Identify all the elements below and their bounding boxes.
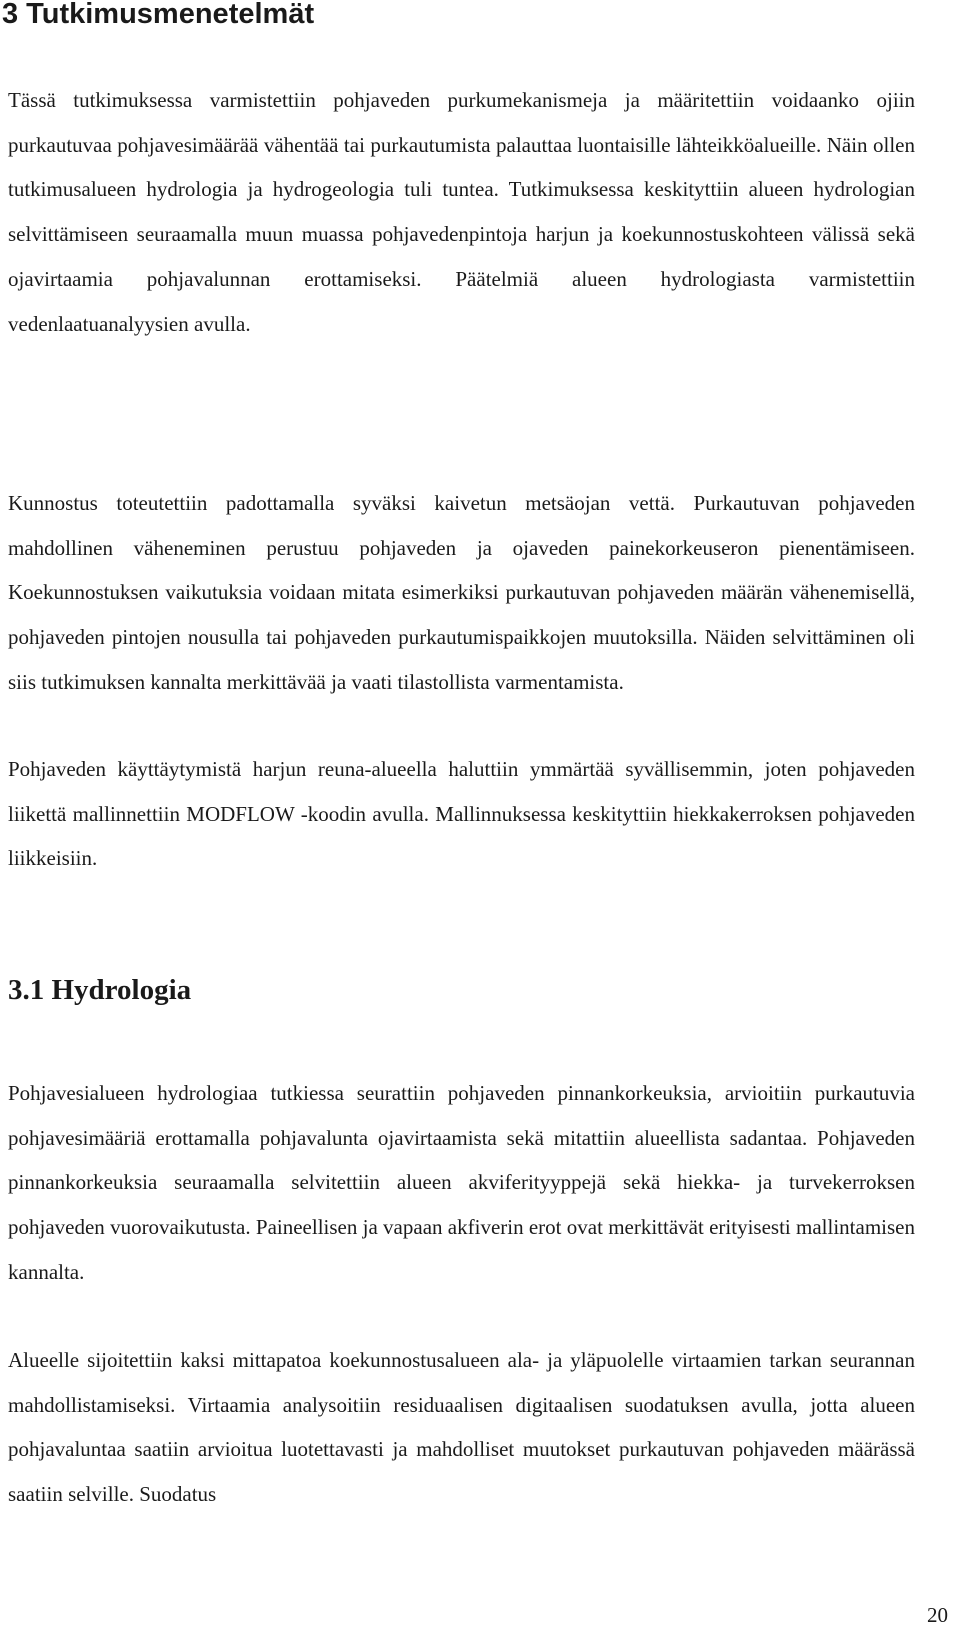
paragraph-restoration: Kunnostus toteutettiin padottamalla syväksi kaivetun metsäojan vettä. Purkautuvan pohjaveden mahdollinen väheneminen perustuu pohjaveden ja ojaveden painekorkeuseron pienentämiseen. Koekunnostuksen vaikutuksia voidaan mitata esimerkiksi purkautuvan pohjaveden määrän vähenemisellä, pohjaveden pintojen nousulla tai pohjaveden purkautumispaikkojen muutoksilla. Näiden selvittäminen oli siis tutkimuksen kannalta merkittävää ja vaati tilastollista varmentamista. xyxy=(8,491,915,694)
chapter-heading: 3 Tutkimusmenetelmät xyxy=(2,0,315,30)
paragraph-modelling: Pohjaveden käyttäytymistä harjun reuna-alueella haluttiin ymmärtää syvällisemmin, joten pohjaveden liikettä mallinnettiin MODFLOW -koodin avulla. Mallinnuksessa keskityttiin hiekkakerroksen pohjaveden liikkeisiin. xyxy=(8,757,915,871)
paragraph-measuring-weirs: Alueelle sijoitettiin kaksi mittapatoa koekunnostusalueen ala- ja yläpuolelle virtaamien tarkan seurannan mahdollistamiseksi. Virtaamia analysoitiin residuaalisen digitaalisen suodatuksen avulla, jotta alueen pohjavaluntaa saatiin arvioitua luotettavasti ja mahdolliset muutokset purkautuvan pohjaveden määrässä saatiin selville. Suodatus xyxy=(8,1348,915,1507)
page-number: 20 xyxy=(927,1603,948,1627)
paragraph-research-aims: Tässä tutkimuksessa varmistettiin pohjaveden purkumekanismeja ja määritettiin voidaanko ojiin purkautuvaa pohjavesimäärää vähentää tai purkautumista palauttaa luontaisille lähteikköalueille. Näin ollen tutkimusalueen hydrologia ja hydrogeologia tuli tuntea. Tutkimuksessa keskityttiin alueen hydrologian selvittämiseen seuraamalla muun muassa pohjavedenpintoja harjun ja koekunnostuskohteen välissä sekä ojavirtaamia pohjavalunnan erottamiseksi. Päätelmiä alueen hydrologiasta varmistettiin vedenlaatuanalyysien avulla. xyxy=(8,88,915,336)
paragraph-hydrology-study: Pohjavesialueen hydrologiaa tutkiessa seurattiin pohjaveden pinnankorkeuksia, arvioitiin purkautuvia pohjavesimääriä erottamalla pohjavalunta ojavirtaamista sekä mitattiin alueellista sadantaa. Pohjaveden pinnankorkeuksia seuraamalla selvitettiin alueen akviferityyppejä sekä hiekka- ja turvekerroksen pohjaveden vuorovaikutusta. Paineellisen ja vapaan akfiverin erot ovat merkittävät erityisesti mallintamisen kannalta. xyxy=(8,1081,915,1284)
section-heading: 3.1 Hydrologia xyxy=(8,974,192,1006)
